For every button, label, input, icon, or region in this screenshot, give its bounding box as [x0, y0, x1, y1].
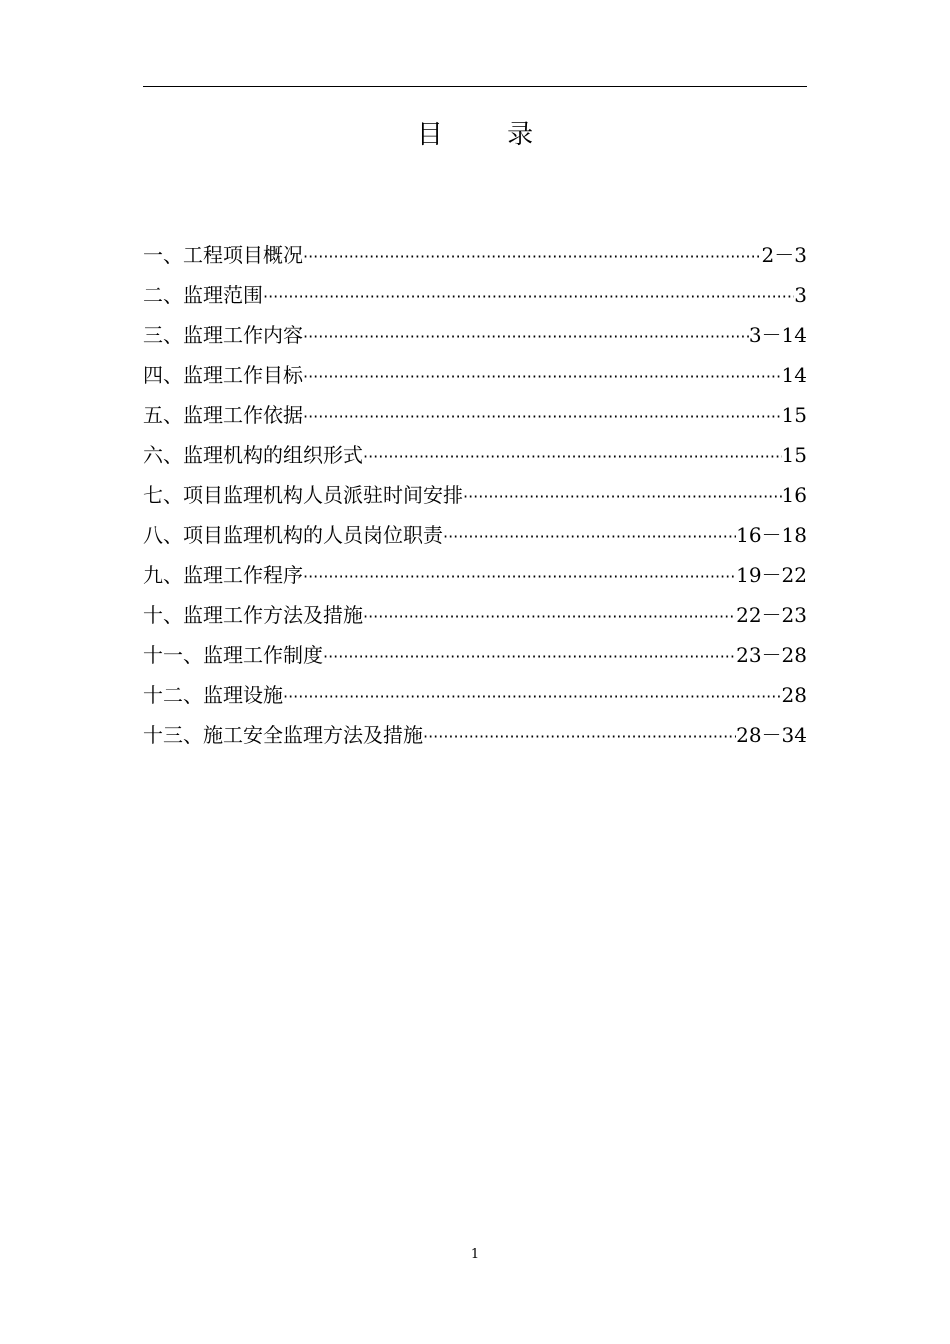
toc-leader-dots	[303, 560, 736, 594]
toc-entry[interactable]	[143, 678, 807, 718]
toc-entry-label: 四、监理工作目标	[143, 363, 303, 387]
toc-entry-label: 十三、施工安全监理方法及措施	[143, 723, 423, 747]
toc-entry-label: 二、监理范围	[143, 283, 263, 307]
toc-entry[interactable]	[143, 398, 807, 438]
toc-leader-dots	[283, 680, 782, 714]
toc-entry-page: 15	[781, 443, 807, 467]
toc-entry-label: 三、监理工作内容	[143, 323, 303, 347]
page-title: 目 录	[416, 120, 562, 150]
toc-entry[interactable]	[143, 238, 807, 278]
toc-entry-page: 28	[781, 683, 807, 707]
toc-leader-dots	[303, 240, 762, 274]
toc-leader-dots	[303, 320, 749, 354]
toc-entry-label: 八、项目监理机构的人员岗位职责	[143, 523, 443, 547]
toc-entry-label: 九、监理工作程序	[143, 563, 303, 587]
toc-entry-page: 19－22	[736, 563, 807, 587]
toc-leader-dots	[423, 720, 736, 754]
toc-entry-label: 六、监理机构的组织形式	[143, 443, 363, 467]
toc-entry-page: 28－34	[736, 723, 807, 747]
header-rule	[143, 86, 807, 87]
toc-entry-page: 16	[781, 483, 807, 507]
toc-entry-label: 十二、监理设施	[143, 683, 283, 707]
toc-entry[interactable]	[143, 638, 807, 678]
page-number: 1	[470, 1247, 480, 1262]
toc-leader-dots	[363, 600, 736, 634]
toc-entry[interactable]	[143, 598, 807, 638]
toc-entry[interactable]	[143, 438, 807, 478]
toc-leader-dots	[463, 480, 782, 514]
toc-leader-dots	[303, 400, 782, 434]
toc-entry[interactable]	[143, 518, 807, 558]
toc-entry-label: 五、监理工作依据	[143, 403, 303, 427]
toc-entry-page: 23－28	[736, 643, 807, 667]
toc-entry-page: 22－23	[736, 603, 807, 627]
toc-entry-page: 3	[794, 283, 807, 307]
toc-entry[interactable]	[143, 478, 807, 518]
toc-entry[interactable]	[143, 718, 807, 758]
toc-entry-page: 14	[781, 363, 807, 387]
toc-entry-page: 2－3	[761, 243, 807, 267]
toc-entry[interactable]	[143, 358, 807, 398]
toc-leader-dots	[443, 520, 736, 554]
table-of-contents	[143, 238, 807, 758]
toc-entry-label: 一、工程项目概况	[143, 243, 303, 267]
toc-entry[interactable]	[143, 278, 807, 318]
toc-entry-page: 15	[781, 403, 807, 427]
toc-entry-page: 3－14	[748, 323, 807, 347]
toc-leader-dots	[263, 280, 794, 314]
toc-entry[interactable]	[143, 558, 807, 598]
toc-leader-dots	[303, 360, 782, 394]
toc-entry-label: 十、监理工作方法及措施	[143, 603, 363, 627]
toc-entry-label: 十一、监理工作制度	[143, 643, 323, 667]
toc-leader-dots	[323, 640, 736, 674]
toc-entry-label: 七、项目监理机构人员派驻时间安排	[143, 483, 463, 507]
toc-entry-page: 16－18	[736, 523, 807, 547]
toc-leader-dots	[363, 440, 782, 474]
toc-entry[interactable]	[143, 318, 807, 358]
